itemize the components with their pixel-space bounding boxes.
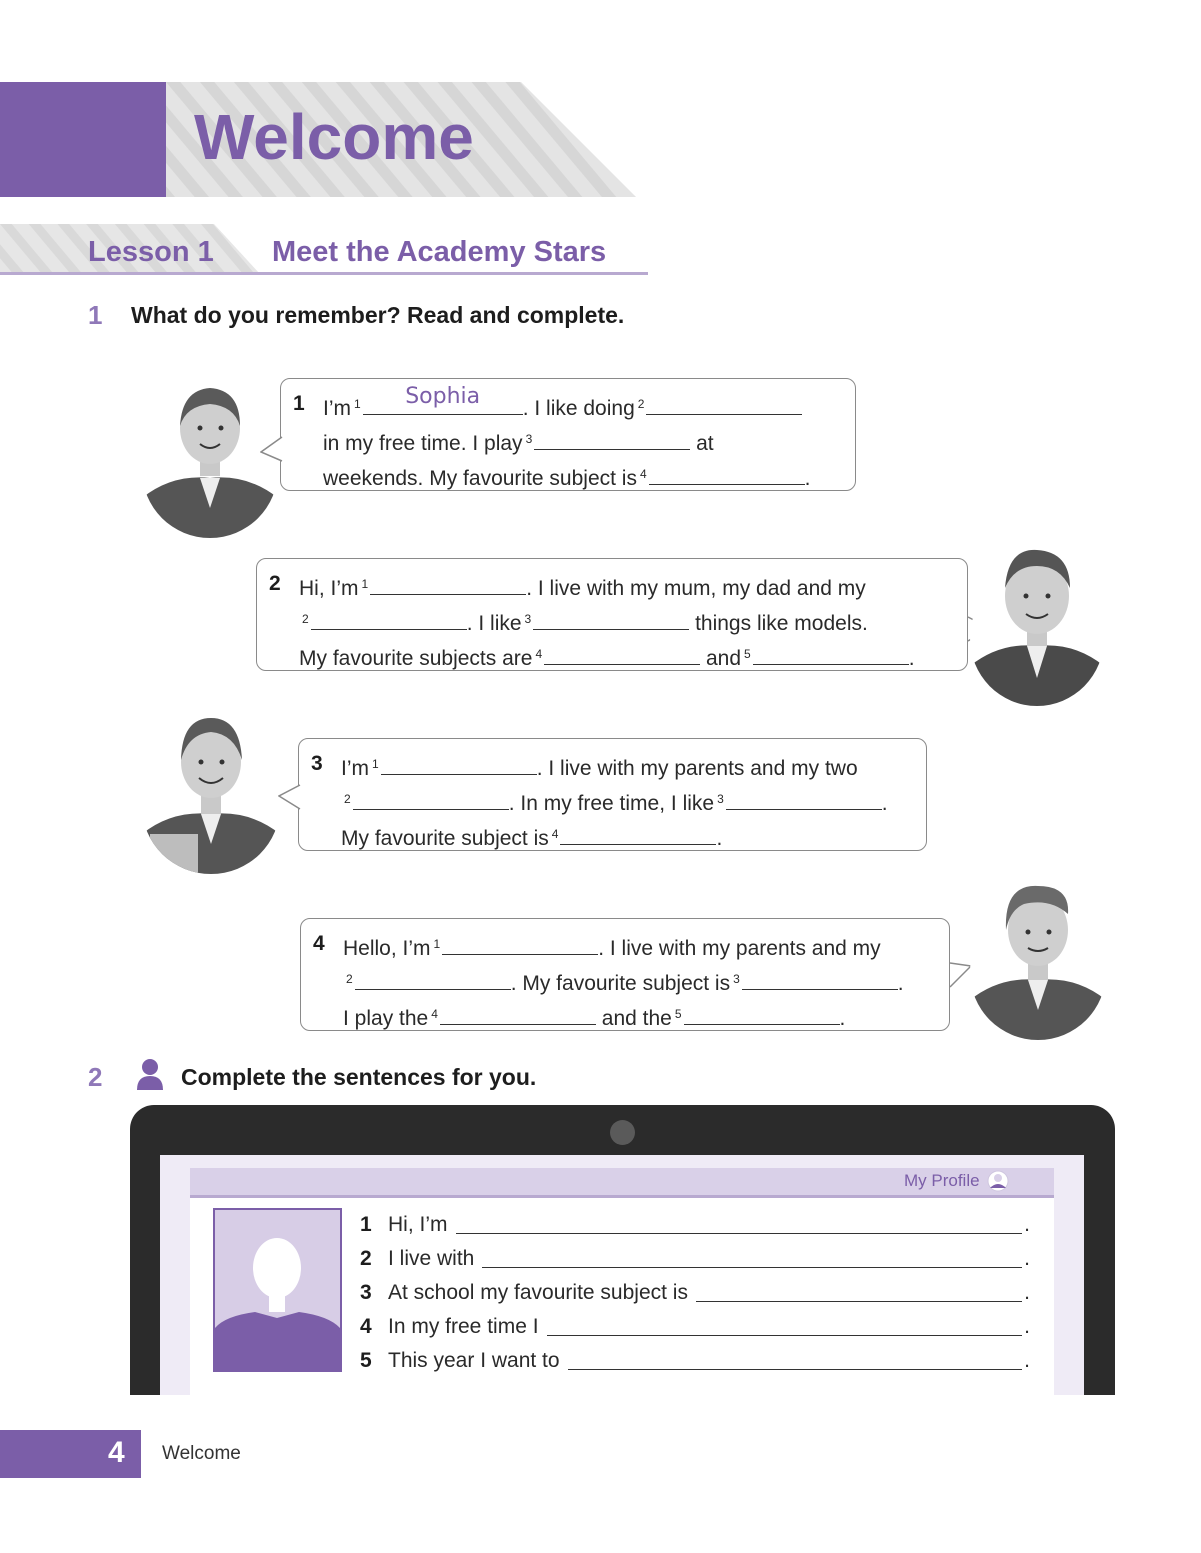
exercise-1-instruction: What do you remember? Read and complete.: [131, 302, 625, 328]
footer-section: Welcome: [162, 1443, 241, 1464]
gap-number: 3: [524, 612, 532, 626]
gap-number: 1: [354, 397, 361, 411]
exercise-2-instruction: Complete the sentences for you.: [181, 1064, 537, 1090]
answer-blank[interactable]: [442, 934, 598, 955]
gap-number: 5: [674, 1007, 682, 1021]
answer-blank[interactable]: [355, 969, 511, 990]
bubble-text: at: [696, 432, 714, 455]
bubble-text: . In my free time, I like: [508, 792, 715, 815]
bubble-text: Hi, I’m: [299, 577, 359, 600]
bubble-number: 3: [311, 752, 323, 775]
answer-line[interactable]: [456, 1208, 1023, 1234]
gap-number: 1: [361, 577, 369, 591]
profile-lines: [360, 1208, 1030, 1378]
gap-number: 2: [344, 792, 351, 806]
example-answer: Sophia: [405, 384, 481, 409]
gap-number: 2: [637, 397, 645, 411]
gap-number: 4: [431, 1007, 438, 1021]
line-text: This year I want to: [388, 1349, 560, 1372]
bubble-text: things like models.: [695, 612, 868, 635]
answer-blank[interactable]: [370, 574, 526, 595]
profile-line-3: [360, 1276, 1030, 1310]
lesson-underline: [0, 272, 648, 275]
gap-number: 3: [525, 432, 533, 446]
line-end: .: [1024, 1315, 1030, 1338]
answer-blank[interactable]: [381, 754, 537, 775]
bubble-text: I’m: [341, 757, 369, 780]
line-number: 3: [360, 1281, 372, 1304]
profile-line-1: [360, 1208, 1030, 1242]
line-text: Hi, I’m: [388, 1213, 448, 1236]
speech-bubble-4: [300, 918, 950, 1031]
bubble-text: .: [804, 467, 811, 490]
bubble-number: 2: [269, 572, 281, 595]
answer-blank[interactable]: [533, 609, 689, 630]
bubble-text: . I live with my parents and my two: [536, 757, 858, 780]
bubble-tail-left: [260, 436, 284, 462]
bubble-number: 1: [293, 392, 305, 415]
gap-number: 4: [639, 467, 647, 481]
answer-line[interactable]: [696, 1276, 1022, 1302]
bubble-text: My favourite subjects are: [299, 647, 533, 670]
answer-blank[interactable]: [649, 464, 805, 485]
answer-blank[interactable]: [753, 644, 909, 665]
line-number: 1: [360, 1213, 372, 1236]
answer-blank[interactable]: [353, 789, 509, 810]
bubble-text: . My favourite subject is: [510, 972, 731, 995]
line-number: 4: [360, 1315, 372, 1338]
line-text: In my free time I: [388, 1315, 539, 1338]
profile-title: My Profile: [904, 1171, 980, 1190]
gap-number: 5: [744, 647, 751, 661]
gap-number: 3: [717, 792, 724, 806]
line-number: 5: [360, 1349, 372, 1372]
bubble-text: weekends. My favourite subject is: [323, 467, 637, 490]
bubble-text: and: [705, 647, 742, 670]
bubble-text: .: [908, 647, 915, 670]
profile-photo-placeholder: [213, 1208, 342, 1372]
speech-bubble-3: [298, 738, 927, 851]
answer-blank[interactable]: [544, 644, 700, 665]
student-photo-girl-2: [142, 716, 280, 874]
line-number: 2: [360, 1247, 372, 1270]
profile-line-5: [360, 1344, 1030, 1378]
silhouette-icon: [215, 1210, 340, 1370]
page-title: Welcome: [194, 101, 474, 173]
exercise-2-number: 2: [88, 1062, 103, 1092]
line-end: .: [1024, 1349, 1030, 1372]
answer-line[interactable]: [547, 1310, 1023, 1336]
bubble-text: . I live with my parents and my: [598, 937, 881, 960]
bubble-text: . I live with my mum, my dad and my: [526, 577, 866, 600]
answer-line[interactable]: [568, 1344, 1023, 1370]
bubble-text: Hello, I’m: [343, 937, 431, 960]
line-end: .: [1024, 1281, 1030, 1304]
profile-user-icon: [987, 1170, 1009, 1192]
answer-blank[interactable]: [742, 969, 898, 990]
bubble-text: and the: [601, 1007, 672, 1030]
student-photo-boy-2: [970, 884, 1106, 1040]
gap-number: 3: [733, 972, 740, 986]
profile-line-2: [360, 1242, 1030, 1276]
answer-blank[interactable]: [684, 1004, 840, 1025]
bubble-text: I play the: [343, 1007, 429, 1030]
line-end: .: [1024, 1213, 1030, 1236]
bubble-text: .: [716, 827, 723, 850]
line-text: At school my favourite subject is: [388, 1281, 688, 1304]
answer-blank[interactable]: [311, 609, 467, 630]
bubble-text: I’m: [323, 397, 351, 420]
bubble-text: .: [881, 792, 888, 815]
line-end: .: [1024, 1247, 1030, 1270]
bubble-text: My favourite subject is: [341, 827, 549, 850]
gap-number: 2: [302, 612, 309, 626]
header-purple-block: [0, 82, 166, 197]
answer-blank[interactable]: [363, 384, 523, 415]
answer-blank[interactable]: [560, 824, 716, 845]
student-photo-sophia: [142, 386, 278, 538]
answer-blank[interactable]: [534, 429, 690, 450]
camera-icon: [610, 1120, 635, 1145]
bubble-number: 4: [313, 932, 325, 955]
answer-line[interactable]: [482, 1242, 1022, 1268]
gap-number: 1: [433, 937, 441, 951]
exercise-1-number: 1: [88, 300, 103, 330]
answer-blank[interactable]: [646, 394, 802, 415]
answer-blank[interactable]: [440, 1004, 596, 1025]
bubble-tail-right: [948, 962, 972, 988]
lesson-label: Lesson 1: [88, 236, 214, 268]
line-text: I live with: [388, 1247, 475, 1270]
speech-bubble-1: [280, 378, 856, 491]
gap-number: 4: [551, 827, 559, 841]
bubble-text: in my free time. I play: [323, 432, 523, 455]
gap-number: 2: [346, 972, 353, 986]
profile-line-4: [360, 1310, 1030, 1344]
person-icon: [136, 1058, 164, 1090]
student-photo-boy-1: [970, 548, 1104, 706]
bubble-text: .: [897, 972, 904, 995]
page-number: 4: [108, 1436, 125, 1469]
bubble-tail-left: [278, 784, 302, 810]
gap-number: 1: [372, 757, 379, 771]
gap-number: 4: [535, 647, 543, 661]
answer-blank[interactable]: [726, 789, 882, 810]
bubble-text: . I like doing: [522, 397, 635, 420]
bubble-text: .: [839, 1007, 846, 1030]
bubble-text: . I like: [466, 612, 522, 635]
lesson-title: Meet the Academy Stars: [272, 236, 607, 268]
speech-bubble-2: [256, 558, 968, 671]
